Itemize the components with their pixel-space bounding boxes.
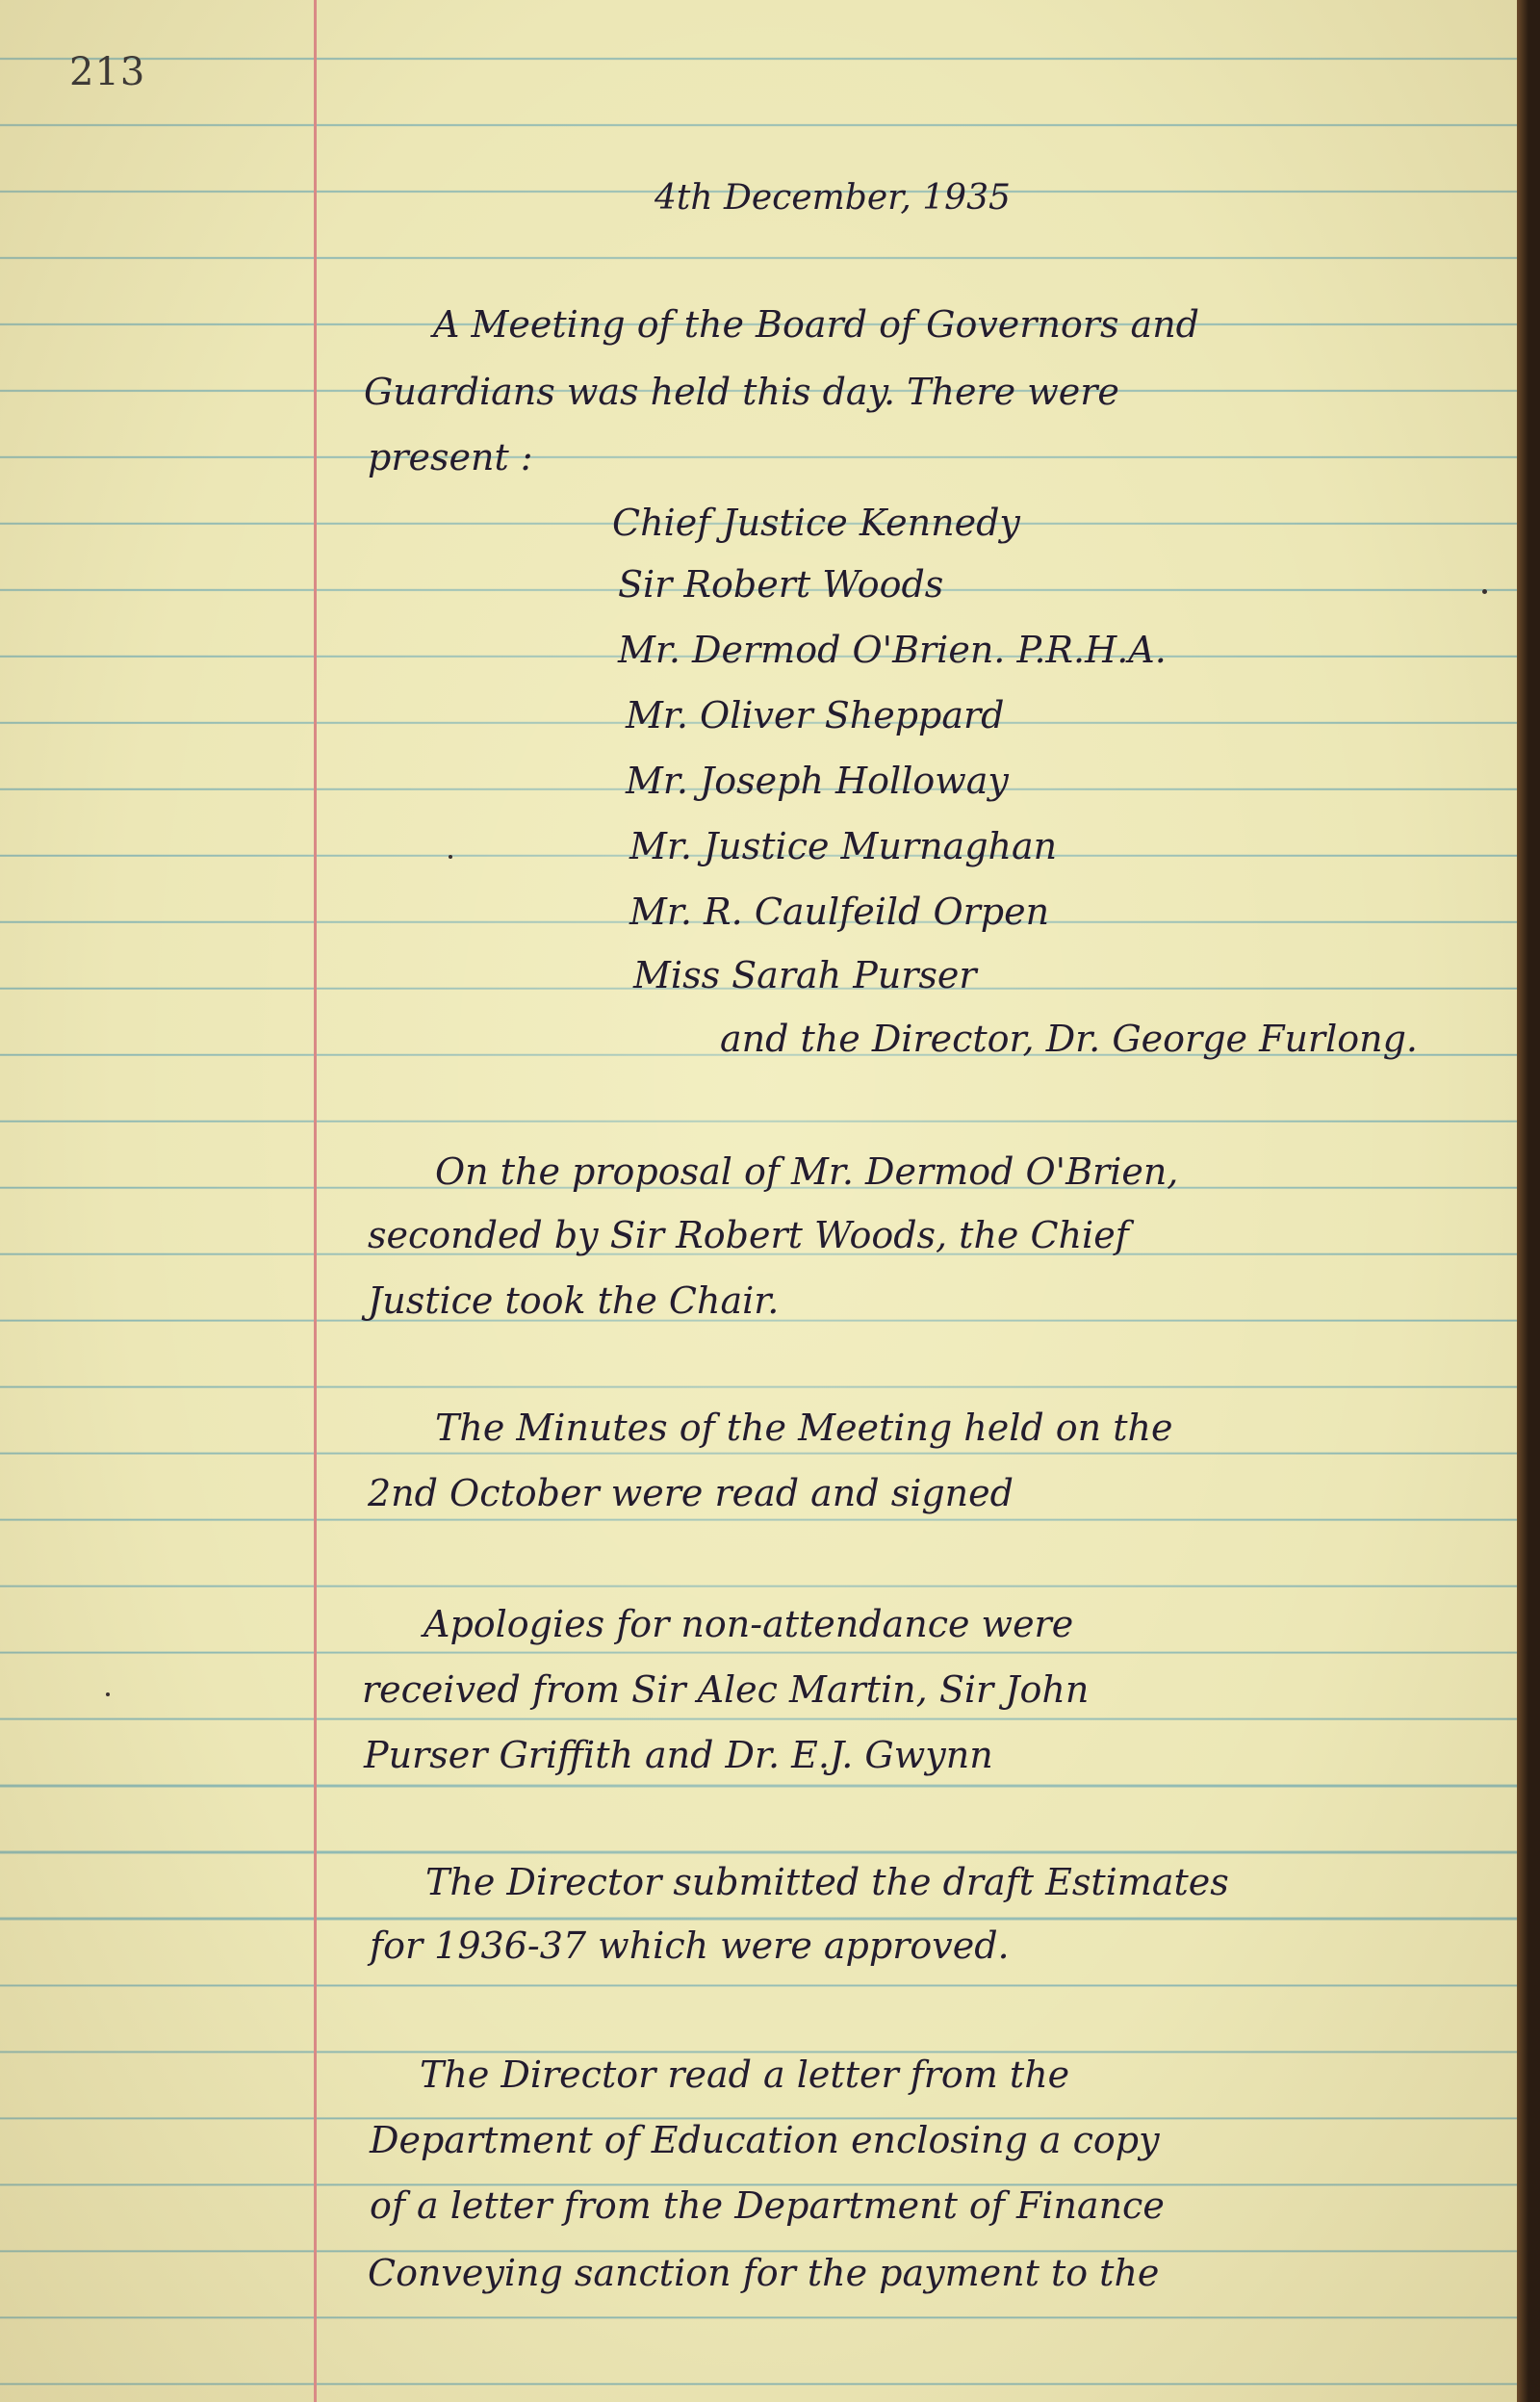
attendee-name: Mr. Justice Murnaghan (629, 825, 1058, 867)
attendee-name: Mr. Dermod O'Brien. P.R.H.A. (618, 629, 1167, 671)
letter-paragraph-line: The Director read a letter from the (420, 2053, 1070, 2096)
attendee-name: Chief Justice Kennedy (612, 502, 1020, 544)
estimates-paragraph-line: for 1936-37 which were approved. (370, 1924, 1010, 1967)
apologies-paragraph-line: received from Sir Alec Martin, Sir John (362, 1668, 1090, 1711)
estimates-paragraph-line: The Director submitted the draft Estimates (425, 1861, 1229, 1903)
minutes-paragraph-line: 2nd October were read and signed (368, 1472, 1014, 1514)
letter-paragraph-line: Department of Education enclosing a copy (370, 2119, 1160, 2161)
page-number: 213 (69, 50, 146, 94)
chair-paragraph-line: Justice took the Chair. (368, 1279, 780, 1322)
opening-line: Guardians was held this day. There were (364, 371, 1119, 413)
minutes-paragraph-line: The Minutes of the Meeting held on the (435, 1407, 1173, 1449)
chair-paragraph-line: seconded by Sir Robert Woods, the Chief (368, 1214, 1129, 1256)
opening-line: present : (368, 436, 533, 478)
attendee-name: Miss Sarah Purser (633, 954, 977, 996)
apologies-paragraph-line: Purser Griffith and Dr. E.J. Gwynn (364, 1734, 993, 1776)
director-line: and the Director, Dr. George Furlong. (720, 1018, 1419, 1060)
page-edge (1517, 0, 1528, 2402)
margin-rule (314, 0, 317, 2402)
ink-speck (106, 1692, 110, 1696)
minutes-date: 4th December, 1935 (654, 178, 1011, 218)
attendee-name: Sir Robert Woods (618, 563, 944, 606)
opening-line: A Meeting of the Board of Governors and (433, 303, 1199, 346)
letter-paragraph-line: Conveying sanction for the payment to the (368, 2252, 1160, 2294)
attendee-name: Mr. Joseph Holloway (626, 760, 1009, 802)
ink-speck (449, 855, 452, 859)
apologies-paragraph-line: Apologies for non-attendance were (424, 1603, 1074, 1645)
ink-speck (1482, 589, 1487, 594)
letter-paragraph-line: of a letter from the Department of Finance (370, 2184, 1165, 2227)
attendee-name: Mr. R. Caulfeild Orpen (629, 891, 1050, 933)
attendee-name: Mr. Oliver Sheppard (626, 694, 1005, 736)
chair-paragraph-line: On the proposal of Mr. Dermod O'Brien, (435, 1150, 1179, 1193)
